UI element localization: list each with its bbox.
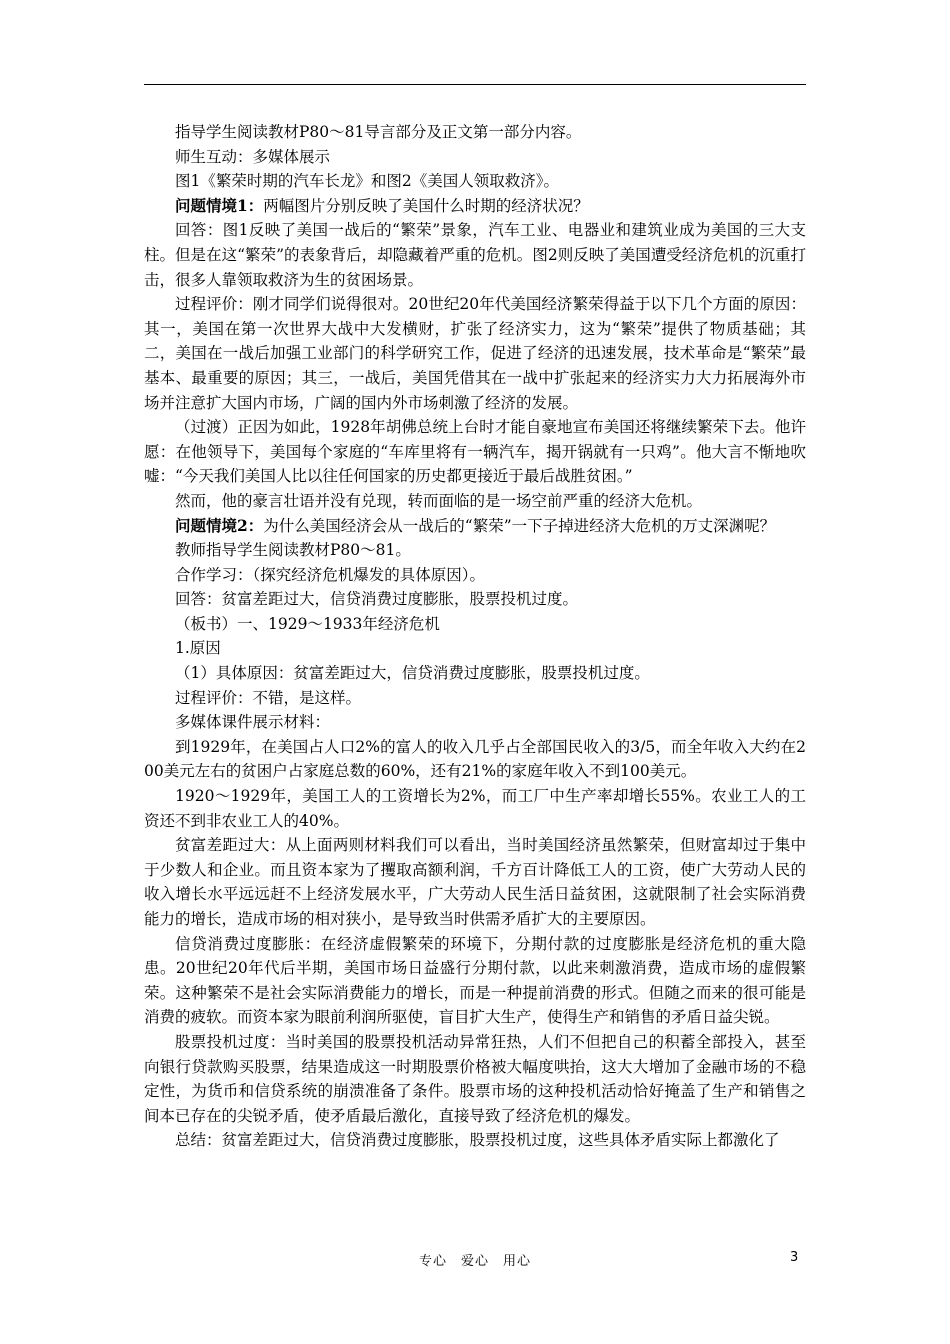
paragraph: （过渡）正因为如此，1928年胡佛总统上台时才能自豪地宣布美国还将继续繁荣下去。他许愿：在他领导下，美国每个家庭的“车库里将有一辆汽车，揭开锅就有一只鸡”。他大言不惭地吹嘘：“今天我们美国人比以往任何国家的历史都更接近于最后战胜贫困。” bbox=[144, 418, 806, 486]
paragraph: 多媒体课件展示材料： bbox=[175, 713, 331, 732]
paragraph: 教师指导学生阅读教材P80～81。 bbox=[175, 541, 411, 560]
paragraph: 师生互动：多媒体展示 bbox=[175, 147, 331, 166]
paragraph: 股票投机过度：当时美国的股票投机活动异常狂热，人们不但把自己的积蓄全部投入，甚至向银行贷款购买股票，结果造成这一时期股票价格被大幅度哄抬，这大大增加了金融市场的不稳定性，为货币和信贷系统的崩溃准备了条件。股票市场的这种投机活动恰好掩盖了生产和销售之间本已存在的尖锐矛盾，使矛盾最后激化，直接导致了经济危机的爆发。 bbox=[144, 1032, 806, 1125]
question-label: 问题情境1： bbox=[175, 195, 264, 215]
paragraph: 贫富差距过大：从上面两则材料我们可以看出，当时美国经济虽然繁荣，但财富却过于集中于少数人和企业。而且资本家为了攫取高额利润，千方百计降低工人的工资，使广大劳动人民的收入增长水平远远赶不上经济发展水平，广大劳动人民生活日益贫困，这就限制了社会实际消费能力的增长，造成市场的相对狭小，是导致当时供需矛盾扩大的主要原因。 bbox=[144, 836, 806, 928]
paragraph: 指导学生阅读教材P80～81导言部分及正文第一部分内容。 bbox=[175, 123, 582, 141]
page-number: 3 bbox=[790, 1250, 799, 1265]
header-rule bbox=[144, 84, 806, 85]
paragraph: 1.原因 bbox=[175, 639, 221, 658]
paragraph: 合作学习：（探究经济危机爆发的具体原因）。 bbox=[175, 565, 486, 584]
paragraph: 到1929年，在美国占人口2%的富人的收入几乎占全部国民收入的3/5，而全年收入大约在200美元左右的贫困户占家庭总数的60%，还有21%的家庭年收入不到100美元。 bbox=[144, 737, 806, 781]
paragraph: 总结：贫富差距过大，信贷消费过度膨胀，股票投机过度，这些具体矛盾实际上都激化了 bbox=[175, 1131, 780, 1150]
paragraph: 过程评价：刚才同学们说得很对。20世纪20年代美国经济繁荣得益于以下几个方面的原因：其一，美国在第一次世界大战中大发横财，扩张了经济实力，这为“繁荣”提供了物质基础；其二，美国在一战后加强工业部门的科学研究工作，促进了经济的迅速发展，技术革命是“繁荣”最基本、最重要的原因；其三，一战后，美国凭借其在一战中扩张起来的经济实力大力拓展海外市场并注意扩大国内市场，广阔的国内外市场刺激了经济的发展。 bbox=[144, 295, 806, 412]
question-text: 两幅图片分别反映了美国什么时期的经济状况？ bbox=[263, 196, 589, 215]
paragraph: 过程评价：不错，是这样。 bbox=[175, 688, 362, 707]
paragraph: 图1《繁荣时期的汽车长龙》和图2《美国人领取救济》。 bbox=[175, 172, 559, 191]
paragraph: 信贷消费过度膨胀：在经济虚假繁荣的环境下，分期付款的过度膨胀是经济危机的重大隐患。20世纪20年代后半期，美国市场日益盛行分期付款，以此来刺激消费，造成市场的虚假繁荣。这种繁荣不是社会实际消费能力的增长，而是一种提前消费的形式。但随之而来的很可能是消费的疲软。而资本家为眼前利润所驱使，盲目扩大生产，使得生产和销售的矛盾日益尖锐。 bbox=[144, 934, 806, 1027]
document-body bbox=[144, 120, 806, 1153]
paragraph: 回答：贫富差距过大，信贷消费过度膨胀，股票投机过度。 bbox=[175, 590, 579, 609]
question-label: 问题情境2： bbox=[175, 515, 264, 535]
question-text: 为什么美国经济会从一战后的“繁荣”一下子掉进经济大危机的万丈深渊呢？ bbox=[263, 516, 776, 535]
question-paragraph bbox=[144, 514, 806, 539]
paragraph: （1）具体原因：贫富差距过大，信贷消费过度膨胀，股票投机过度。 bbox=[175, 664, 650, 683]
paragraph: 然而，他的豪言壮语并没有兑现，转而面临的是一场空前严重的经济大危机。 bbox=[175, 491, 703, 510]
paragraph: 1920～1929年，美国工人的工资增长为2%，而工厂中生产率却增长55%。农业工人的工资还不到非农业工人的40%。 bbox=[144, 787, 806, 830]
question-paragraph bbox=[144, 194, 806, 219]
paragraph: （板书）一、1929～1933年经济危机 bbox=[175, 614, 440, 633]
paragraph: 回答：图1反映了美国一战后的“繁荣”景象，汽车工业、电器业和建筑业成为美国的三大支柱。但是在这“繁荣”的表象背后，却隐藏着严重的危机。图2则反映了美国遭受经济危机的沉重打击，很多人靠领取救济为生的贫困场景。 bbox=[144, 221, 806, 289]
footer-motto: 专心 爱心 用心 bbox=[418, 1254, 531, 1269]
